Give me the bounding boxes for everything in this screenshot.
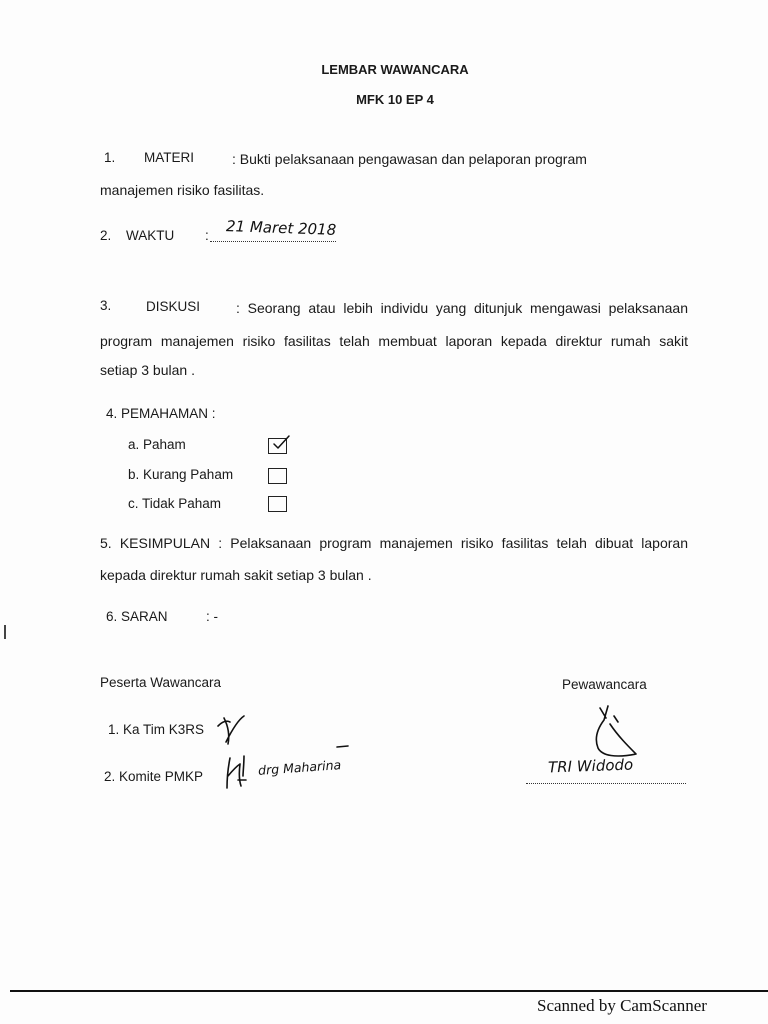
option-tidak-paham-label: c. Tidak Paham (128, 496, 222, 511)
item-4-heading: 4. PEMAHAMAN : (106, 406, 216, 421)
item-3-label: DISKUSI (146, 299, 201, 314)
item-1-text-line2: manajemen risiko fasilitas. (100, 182, 265, 198)
item-2-number: 2. (100, 228, 112, 243)
item-5-text-line1: 5. KESIMPULAN : Pelaksanaan program manajemen risiko fasilitas telah dibuat laporan (100, 535, 688, 551)
document-title: LEMBAR WAWANCARA (321, 62, 469, 77)
check-mark-icon (270, 435, 292, 453)
item-3-number: 3. (100, 298, 112, 313)
camscanner-watermark: Scanned by CamScanner (537, 996, 707, 1015)
item-1-number: 1. (104, 150, 116, 165)
peserta-heading: Peserta Wawancara (100, 675, 222, 690)
item-3-text-line1: : Seorang atau lebih individu yang ditunjuk mengawasi pelaksanaan (236, 300, 688, 316)
item-3-text-line2: program manajemen risiko fasilitas telah membuat laporan kepada direktur rumah sakit (100, 333, 688, 349)
participant-2-label: 2. Komite PMKP (104, 769, 204, 784)
participant-2-name-overline (336, 744, 350, 750)
item-1-label: MATERI (144, 150, 194, 165)
scan-bottom-rule (10, 990, 768, 992)
participant-2-signature (224, 752, 250, 792)
pewawancara-heading: Pewawancara (562, 677, 647, 692)
option-kurang-paham-label: b. Kurang Paham (128, 467, 234, 482)
option-tidak-paham-checkbox[interactable] (268, 496, 287, 512)
waktu-handwritten-date: 21 Maret 2018 (225, 217, 337, 239)
item-5-text-line2: kepada direktur rumah sakit setiap 3 bulan . (100, 567, 372, 583)
interviewer-signature-dotted-line (526, 783, 686, 784)
item-2-separator: : (205, 228, 209, 243)
participant-2-handwritten-name: drg Maharina (257, 757, 342, 778)
option-paham-checkbox[interactable] (268, 438, 287, 454)
item-3-text-line3: setiap 3 bulan . (100, 362, 195, 378)
interviewer-signature (588, 702, 648, 764)
participant-1-label: 1. Ka Tim K3RS (108, 722, 205, 737)
item-6-label: 6. SARAN (106, 609, 168, 624)
item-2-label: WAKTU (126, 228, 175, 243)
item-1-text-line1: : Bukti pelaksanaan pengawasan dan pelaporan program (232, 151, 587, 167)
item-6-value: : - (206, 609, 218, 624)
participant-1-signature (216, 712, 246, 746)
waktu-dotted-line (210, 241, 336, 242)
document-subtitle: MFK 10 EP 4 (356, 92, 434, 107)
interviewer-handwritten-name: TRI Widodo (547, 755, 634, 777)
option-kurang-paham-checkbox[interactable] (268, 468, 287, 484)
option-paham-label: a. Paham (128, 437, 186, 452)
scan-edge-mark (4, 625, 6, 639)
